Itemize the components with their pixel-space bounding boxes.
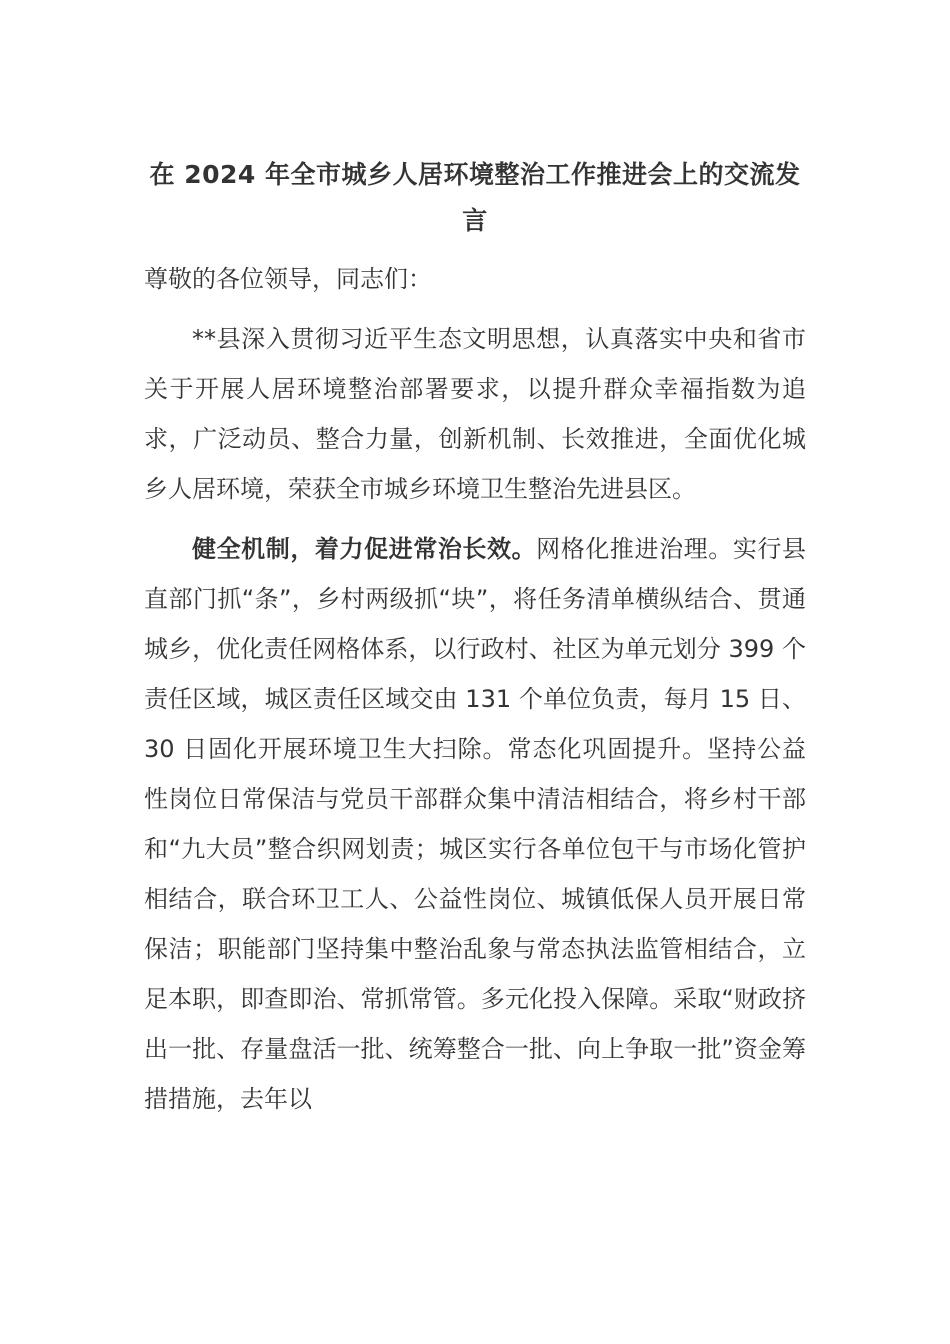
document-page — [144, 152, 806, 1124]
document-title: 在 2024 年全市城乡人居环境整治工作推进会上的交流发言 — [149, 160, 801, 235]
section-1-paragraph — [144, 524, 806, 1124]
salutation: 尊敬的各位领导，同志们： — [144, 265, 432, 293]
intro-paragraph: **县深入贯彻习近平生态文明思想，认真落实中央和省市关于开展人居环境整治部署要求，以提升群众幸福指数为追求，广泛动员、整合力量，创新机制、长效推进，全面优化城乡人居环境，荣获全市城乡环境卫生整治先进县区。 — [144, 325, 806, 503]
section-1-heading: 健全机制，着力促进常治长效。 — [192, 535, 537, 563]
section-1-body: 网格化推进治理。实行县直部门抓“条”，乡村两级抓“块”，将任务清单横纵结合、贯通城乡，优化责任网格体系，以行政村、社区为单元划分 399 个责任区域，城区责任区域交由 131 个单位负责，每月 15 日、30 日固化开展环境卫生大扫除。常态化巩固提升。坚持公益性岗位日常保洁与党员干部群众集中清洁相结合，将乡村干部和“九大员”整合织网划责；城区实行各单位包干与市场化管护相结合，联合环卫工人、公益性岗位、城镇低保人员开展日常保洁；职能部门坚持集中整治乱象与常态执法监管相结合，立足本职，即查即治、常抓常管。多元化投入保障。采取“财政挤出一批、存量盘活一批、统筹整合一批、向上争取一批”资金筹措措施，去年以 — [144, 535, 807, 1113]
